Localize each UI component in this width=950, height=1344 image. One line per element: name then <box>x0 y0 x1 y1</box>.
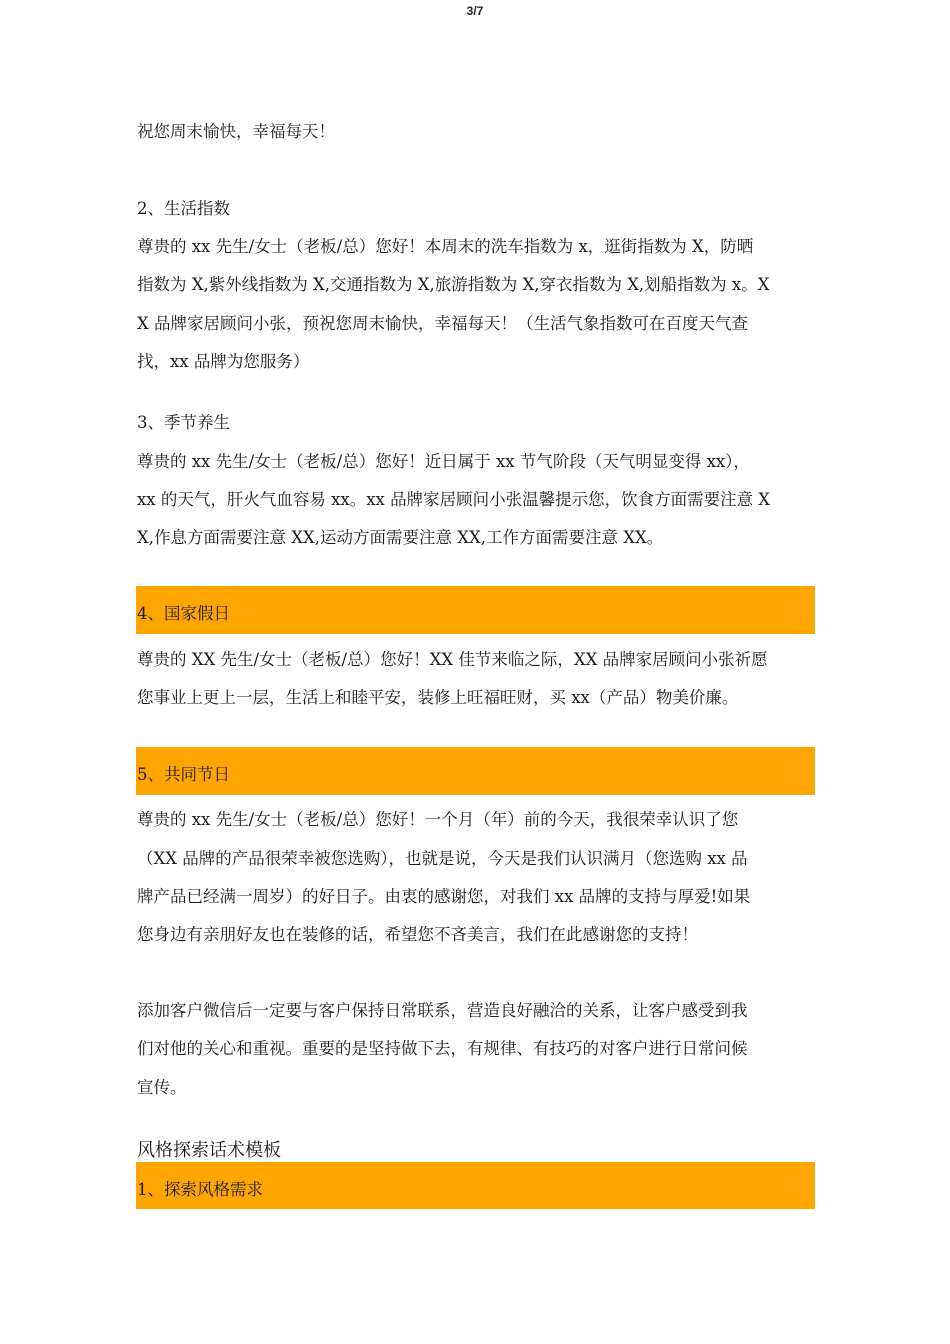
intro-closing: 祝您周末愉快，幸福每天！ <box>137 122 335 141</box>
section-heading-explore-style: 1、探索风格需求 <box>137 1180 263 1199</box>
paragraph-line: X 品牌家居顾问小张，预祝您周末愉快，幸福每天！（生活气象指数可在百度天气查 <box>137 314 748 333</box>
paragraph-line: 尊贵的 xx 先生/女士（老板/总）您好！一个月（年）前的今天，我很荣幸认识了您 <box>137 810 739 829</box>
paragraph-line: 尊贵的 xx 先生/女士（老板/总）您好！近日属于 xx 节气阶段（天气明显变得 xx）， <box>137 452 750 471</box>
paragraph-line: xx 的天气，肝火气血容易 xx。xx 品牌家居顾问小张温馨提示您，饮食方面需要注意 X <box>137 490 771 509</box>
paragraph-line: 宣传。 <box>137 1078 187 1097</box>
paragraph-line: 您事业上更上一层，生活上和睦平安，装修上旺福旺财，买 xx（产品）物美价廉。 <box>137 688 739 707</box>
paragraph-line: 指数为 X,紫外线指数为 X,交通指数为 X,旅游指数为 X,穿衣指数为 X,划船指数为 x。X <box>137 275 770 294</box>
section-heading-national-holiday: 4、国家假日 <box>137 604 230 623</box>
section-heading-seasonal-health: 3、季节养生 <box>137 413 230 432</box>
highlight-bar-national-holiday <box>136 586 815 634</box>
section-heading-shared-day: 5、共同节日 <box>137 765 230 784</box>
paragraph-line: 您身边有亲朋好友也在装修的话，希望您不吝美言，我们在此感谢您的支持！ <box>137 925 698 944</box>
highlight-bar-explore-style <box>136 1162 815 1209</box>
paragraph-line: （XX 品牌的产品很荣幸被您选购），也就是说，今天是我们认识满月（您选购 xx 品 <box>137 849 748 868</box>
highlight-bar-shared-day <box>136 747 815 795</box>
style-template-title: 风格探索话术模板 <box>137 1140 281 1161</box>
paragraph-line: 添加客户微信后一定要与客户保持日常联系，营造良好融洽的关系，让客户感受到我 <box>137 1001 748 1020</box>
paragraph-line: 牌产品已经满一周岁）的好日子。由衷的感谢您，对我们 xx 品牌的支持与厚爱!如果 <box>137 887 751 906</box>
page-number: 3/7 <box>466 4 484 18</box>
paragraph-line: 尊贵的 XX 先生/女士（老板/总）您好！XX 佳节来临之际，XX 品牌家居顾问小张祈愿 <box>137 650 768 669</box>
paragraph-line: 尊贵的 xx 先生/女士（老板/总）您好！本周末的洗车指数为 x，逛街指数为 X，防晒 <box>137 237 754 256</box>
section-heading-life-index: 2、生活指数 <box>137 199 230 218</box>
paragraph-line: X,作息方面需要注意 XX,运动方面需要注意 XX,工作方面需要注意 XX。 <box>137 528 664 547</box>
paragraph-line: 找，xx 品牌为您服务） <box>137 352 310 371</box>
paragraph-line: 们对他的关心和重视。重要的是坚持做下去，有规律、有技巧的对客户进行日常问候 <box>137 1039 748 1058</box>
